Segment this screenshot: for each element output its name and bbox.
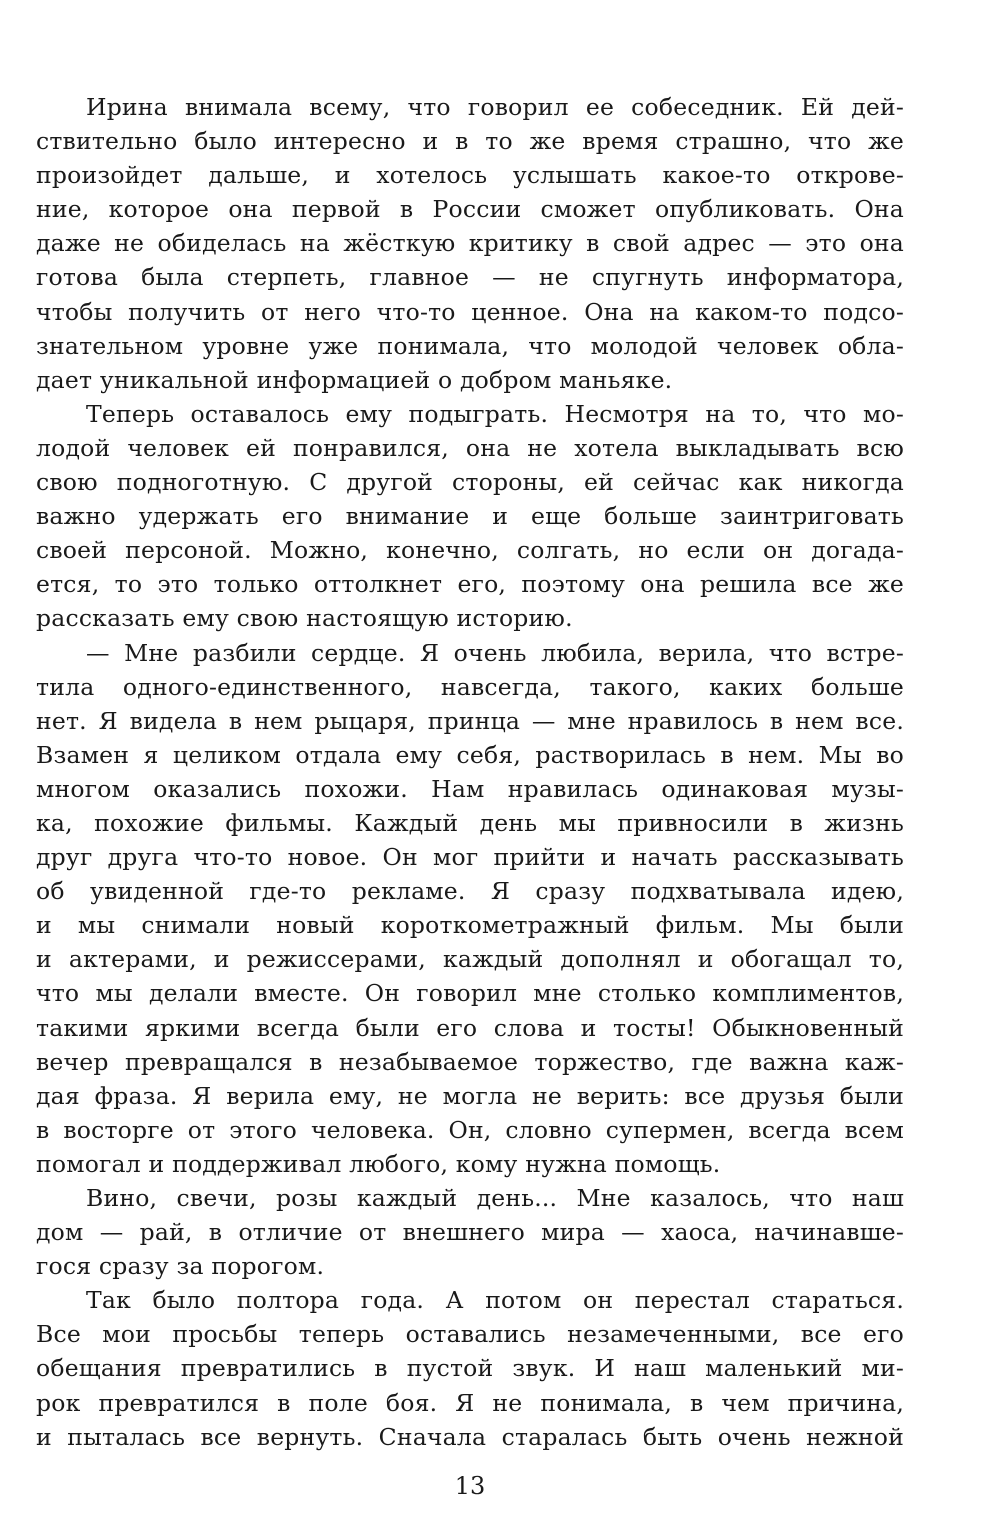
text-line: — Мне разбили сердце. Я очень любила, верила, что встре-: [86, 638, 904, 667]
page-number: 13: [454, 1472, 486, 1500]
text-line: важно удержать его внимание и еще больше заинтриговать: [36, 502, 904, 531]
text-line: дая фраза. Я верила ему, не могла не верить: все друзья были: [36, 1081, 904, 1110]
text-line: рок превратился в поле боя. Я не понимала, в чем причина,: [36, 1388, 904, 1417]
page-body: [36, 90, 904, 1454]
text-line: и актерами, и режиссерами, каждый дополнял и обогащал то,: [36, 945, 904, 974]
text-line: знательном уровне уже понимала, что молодой человек обла-: [36, 331, 904, 360]
text-line: такими яркими всегда были его слова и тосты! Обыкновенный: [36, 1013, 904, 1042]
text-line: вечер превращался в незабываемое торжество, где важна каж-: [36, 1047, 904, 1076]
text-line: многом оказались похожи. Нам нравилась одинаковая музы-: [36, 774, 904, 803]
text-line: свою подноготную. С другой стороны, ей сейчас как никогда: [36, 468, 904, 497]
paragraph-1: [36, 90, 904, 397]
text-line: произойдет дальше, и хотелось услышать какое-то открове-: [36, 161, 904, 190]
paragraph-5: [36, 1283, 904, 1453]
text-line: Вино, свечи, розы каждый день... Мне казалось, что наш: [86, 1184, 904, 1212]
text-line: рассказать ему свою настоящую историю.: [36, 604, 573, 633]
text-line: Так было полтора года. А потом он перестал стараться.: [86, 1286, 904, 1315]
text-line: обещания превратились в пустой звук. И наш маленький ми-: [36, 1354, 904, 1383]
text-line: Все мои просьбы теперь оставались незамеченными, все его: [36, 1320, 904, 1349]
text-line: ка, похожие фильмы. Каждый день мы привносили в жизнь: [36, 808, 904, 837]
text-line: помогал и поддерживал любого, кому нужна помощь.: [36, 1149, 721, 1178]
text-line: Взамен я целиком отдала ему себя, растворилась в нем. Мы во: [36, 740, 904, 769]
text-line: даже не обиделась на жёсткую критику в свой адрес — это она: [36, 229, 904, 258]
text-line: своей персоной. Можно, конечно, солгать, но если он догада-: [36, 536, 904, 565]
text-line: гося сразу за порогом.: [36, 1252, 325, 1281]
paragraph-3: [36, 636, 904, 1182]
text-line: дает уникальной информацией о добром маньяке.: [36, 365, 673, 394]
text-line: друг друга что-то новое. Он мог прийти и начать рассказывать: [36, 843, 904, 872]
text-line: об увиденной где-то рекламе. Я сразу подхватывала идею,: [36, 877, 904, 906]
text-line: нет. Я видела в нем рыцаря, принца — мне нравилось в нем все.: [36, 706, 904, 735]
text-line: готова была стерпеть, главное — не спугнуть информатора,: [36, 263, 904, 292]
text-line: и пыталась все вернуть. Сначала старалась быть очень нежной: [36, 1422, 904, 1451]
text-line: чтобы получить от него что-то ценное. Она на каком-то подсо-: [36, 297, 904, 326]
text-line: ствительно было интересно и в то же время страшно, что же: [36, 127, 904, 156]
paragraph-4: [36, 1181, 904, 1283]
text-line: ние, которое она первой в России сможет опубликовать. Она: [36, 195, 904, 224]
text-line: лодой человек ей понравился, она не хотела выкладывать всю: [36, 433, 904, 462]
text-line: Теперь оставалось ему подыграть. Несмотря на то, что мо-: [86, 399, 904, 428]
text-line: что мы делали вместе. Он говорил мне столько комплиментов,: [36, 979, 904, 1008]
text-line: и мы снимали новый короткометражный фильм. Мы были: [36, 911, 904, 940]
text-line: в восторге от этого человека. Он, словно супермен, всегда всем: [36, 1115, 904, 1144]
text-line: ется, то это только оттолкнет его, поэтому она решила все же: [36, 570, 904, 599]
text-line: Ирина внимала всему, что говорил ее собеседник. Ей дей-: [86, 93, 904, 121]
paragraph-2: [36, 397, 904, 636]
text-line: тила одного-единственного, навсегда, такого, каких больше: [36, 672, 904, 701]
text-line: дом — рай, в отличие от внешнего мира — хаоса, начинавше-: [36, 1218, 904, 1247]
